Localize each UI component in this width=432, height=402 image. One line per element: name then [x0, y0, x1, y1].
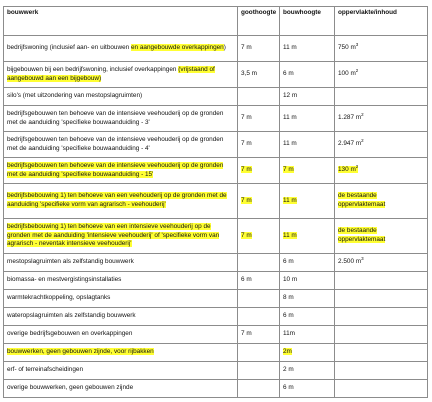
header-goothoogte: goothoogte: [238, 7, 280, 36]
cell-goothoogte: [238, 344, 280, 362]
cell-goothoogte: [238, 88, 280, 106]
cell-bouwhoogte: [280, 158, 335, 184]
cell-oppervlakte: [335, 380, 428, 398]
table-row: [4, 106, 428, 132]
cell-oppervlakte: [335, 362, 428, 380]
unit-superscript: 2: [355, 164, 359, 170]
table-row: [4, 290, 428, 308]
unit-superscript: 2: [355, 68, 359, 74]
table-row: [4, 254, 428, 272]
cell-goothoogte: 3,5 m: [238, 62, 280, 88]
cell-bouwwerk: [4, 184, 238, 219]
unit-superscript: 3: [355, 42, 359, 48]
cell-goothoogte: [238, 158, 280, 184]
cell-oppervlakte: [335, 132, 428, 158]
highlighted-text: 7 m: [241, 231, 252, 239]
cell-text: bijgebouwen bij een bedrijfswoning, inclusief overkappingen: [7, 65, 179, 73]
cell-bouwwerk: biomassa- en mestvergistingsinstallaties: [4, 272, 238, 290]
cell-oppervlakte: [335, 36, 428, 62]
cell-value: 100 m: [338, 70, 356, 78]
cell-bouwwerk: wateropslagruimten als zelfstandig bouwwerk: [4, 308, 238, 326]
table-row: [4, 36, 428, 62]
cell-bouwwerk: erf- of terreinafscheidingen: [4, 362, 238, 380]
highlighted-text: en aangebouwde overkappingen: [130, 44, 224, 52]
cell-text: bedrijfswoning (inclusief aan- en uitbouwen: [7, 44, 131, 52]
header-bouwhoogte: bouwhoogte: [280, 7, 335, 36]
cell-value: 2.500 m: [338, 258, 362, 266]
cell-bouwwerk: bedrijfsgebouwen ten behoeve van de intensieve veehouderij op de gronden met de aanduiding 'specifieke bouwaanduiding - 3': [4, 106, 238, 132]
header-oppervlakte-inhoud: oppervlakte/inhoud: [335, 7, 428, 36]
table-row: [4, 362, 428, 380]
cell-bouwhoogte: 11 m: [280, 36, 335, 62]
cell-goothoogte: 7 m: [238, 106, 280, 132]
cell-bouwhoogte: 11m: [280, 326, 335, 344]
cell-goothoogte: 7 m: [238, 326, 280, 344]
highlighted-text: de bestaande oppervlaktemaat: [338, 227, 386, 243]
cell-oppervlakte: [335, 254, 428, 272]
cell-bouwhoogte: 2 m: [280, 362, 335, 380]
cell-bouwhoogte: 12 m: [280, 88, 335, 106]
highlighted-text: [338, 166, 358, 173]
table-row: [4, 380, 428, 398]
table-row: [4, 62, 428, 88]
cell-bouwhoogte: 11 m: [280, 132, 335, 158]
cell-oppervlakte: [335, 344, 428, 362]
table-header-row: [4, 7, 428, 36]
highlighted-text: de bestaande oppervlaktemaat: [338, 192, 386, 208]
highlighted-text: 11 m: [283, 196, 297, 204]
table-row: [4, 344, 428, 362]
cell-bouwwerk: bedrijfsgebouwen ten behoeve van de intensieve veehouderij op de gronden met de aanduiding 'specifieke bouwaanduiding - 4': [4, 132, 238, 158]
unit-superscript: 2: [361, 112, 364, 118]
cell-oppervlakte: [335, 272, 428, 290]
cell-bouwhoogte: [280, 184, 335, 219]
highlighted-text: 7 m: [241, 166, 252, 174]
cell-bouwwerk: [4, 344, 238, 362]
table-row: [4, 184, 428, 219]
highlighted-text: 11 m: [283, 231, 297, 239]
bouwwerken-table: [3, 6, 428, 398]
highlighted-text: 2m: [283, 348, 292, 356]
cell-bouwhoogte: 11 m: [280, 106, 335, 132]
table-row: [4, 132, 428, 158]
highlighted-text: bouwwerken, geen gebouwen zijnde, voor rijbakken: [7, 348, 154, 356]
cell-goothoogte: [238, 254, 280, 272]
cell-goothoogte: [238, 308, 280, 326]
unit-superscript: 3: [361, 256, 364, 262]
cell-oppervlakte: [335, 290, 428, 308]
cell-bouwwerk: silo's (met uitzondering van mestopslagruimten): [4, 88, 238, 106]
cell-bouwhoogte: 6 m: [280, 62, 335, 88]
cell-bouwhoogte: 6 m: [280, 308, 335, 326]
cell-goothoogte: [238, 184, 280, 219]
highlighted-text: bedrijfsbebouwing 1) ten behoeve van een intensieve veehouderij op de gronden met de aanduiding 'intensieve veehouderij' of 'specifieke vorm van agrarisch - neventak intensieve veehouderij': [7, 223, 220, 248]
cell-bouwhoogte: [280, 219, 335, 254]
table-row: [4, 88, 428, 106]
cell-oppervlakte: [335, 326, 428, 344]
cell-goothoogte: [238, 219, 280, 254]
cell-value: 1.287 m: [338, 114, 362, 122]
cell-bouwwerk: mestopslagruimten als zelfstandig bouwwerk: [4, 254, 238, 272]
cell-goothoogte: 7 m: [238, 36, 280, 62]
table-row: [4, 272, 428, 290]
table-row: [4, 308, 428, 326]
cell-oppervlakte: [335, 219, 428, 254]
cell-oppervlakte: [335, 62, 428, 88]
cell-bouwwerk: warmtekrachtkoppeling, opslagtanks: [4, 290, 238, 308]
unit-superscript: 2: [361, 138, 364, 144]
cell-value: 130 m: [338, 166, 356, 174]
cell-oppervlakte: [335, 184, 428, 219]
cell-bouwwerk: overige bedrijfsgebouwen en overkappingen: [4, 326, 238, 344]
cell-oppervlakte: [335, 106, 428, 132]
cell-bouwhoogte: [280, 344, 335, 362]
cell-bouwhoogte: 10 m: [280, 272, 335, 290]
cell-goothoogte: [238, 362, 280, 380]
cell-oppervlakte: [335, 158, 428, 184]
cell-bouwwerk: [4, 36, 238, 62]
header-bouwwerk: bouwwerk: [4, 7, 238, 36]
cell-text: ): [223, 44, 226, 52]
cell-value: 750 m: [338, 44, 356, 52]
cell-bouwhoogte: 6 m: [280, 380, 335, 398]
cell-bouwhoogte: 6 m: [280, 254, 335, 272]
cell-bouwwerk: [4, 62, 238, 88]
table-row: [4, 158, 428, 184]
highlighted-text: 7 m: [283, 166, 294, 174]
cell-bouwwerk: [4, 219, 238, 254]
highlighted-text: bedrijfsbebouwing 1) ten behoeve van een veehouderij op de gronden met de aanduiding 'specifieke vorm van agrarisch - veehouderij': [7, 192, 227, 208]
highlighted-text: (vrijstaand of aangebouwd aan een bijgebouw): [7, 65, 215, 82]
cell-goothoogte: [238, 380, 280, 398]
cell-goothoogte: 7 m: [238, 132, 280, 158]
cell-value: 2.947 m: [338, 140, 362, 148]
table-row: [4, 326, 428, 344]
cell-oppervlakte: [335, 88, 428, 106]
cell-goothoogte: 6 m: [238, 272, 280, 290]
cell-bouwwerk: [4, 158, 238, 184]
cell-goothoogte: [238, 290, 280, 308]
cell-bouwhoogte: 8 m: [280, 290, 335, 308]
cell-oppervlakte: [335, 308, 428, 326]
table-row: [4, 219, 428, 254]
highlighted-text: bedrijfsgebouwen ten behoeve van de intensieve veehouderij op de gronden met de aanduiding 'specifieke bouwaanduiding - 15': [7, 161, 224, 178]
highlighted-text: 7 m: [241, 196, 252, 204]
cell-bouwwerk: overige bouwwerken, geen gebouwen zijnde: [4, 380, 238, 398]
